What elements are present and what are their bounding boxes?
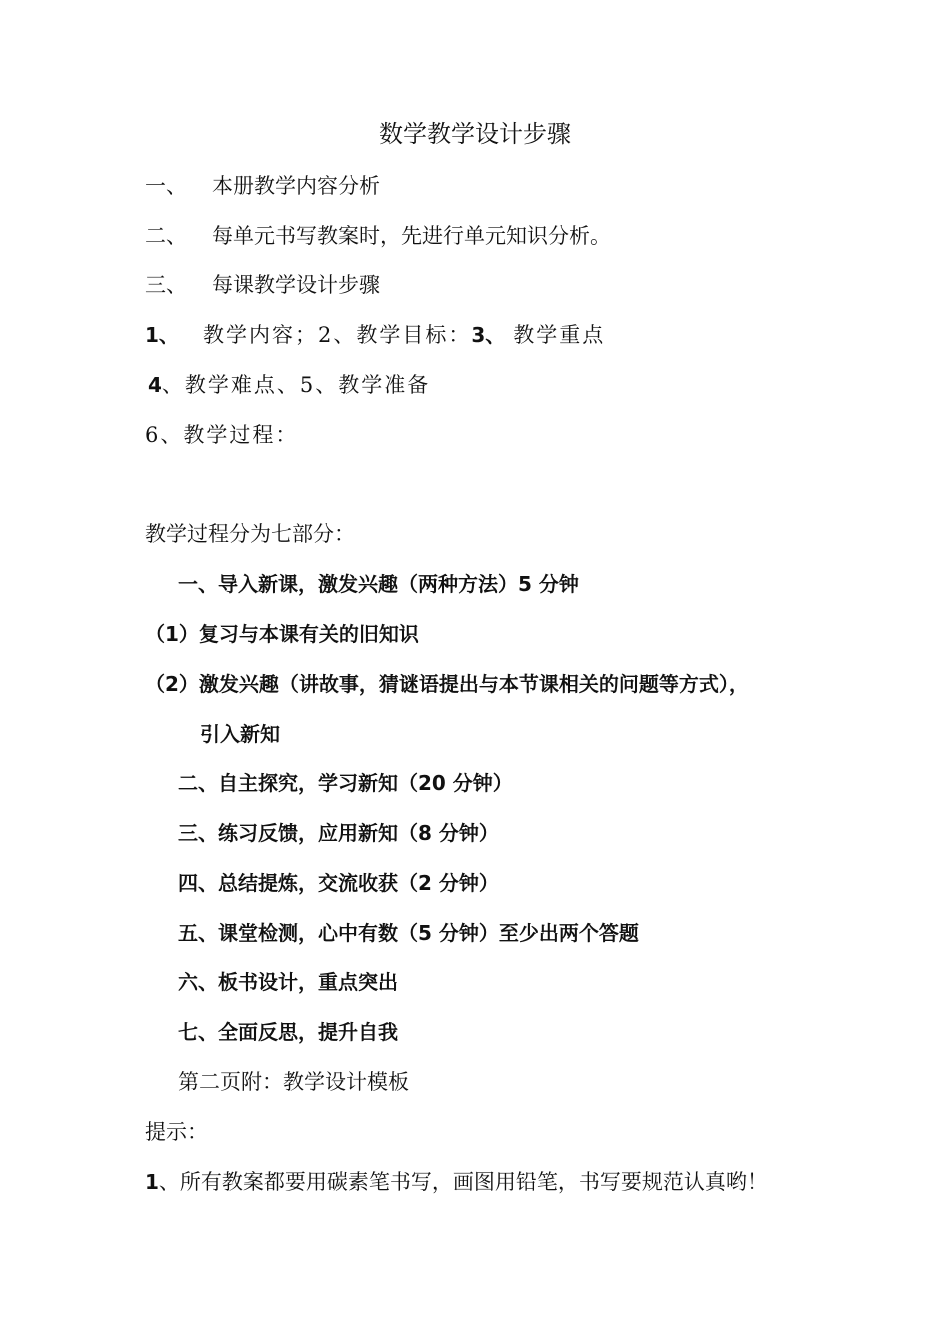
step-3-text: 教学重点 <box>513 323 606 347</box>
tips-label: 提示： <box>145 1120 208 1144</box>
step-3-number: 3、 <box>471 323 506 347</box>
process-intro: 教学过程分为七部分： <box>145 522 355 546</box>
process-part-7: 七、全面反思，提升自我 <box>178 1020 398 1044</box>
section-2-text: 每单元书写教案时，先进行单元知识分析。 <box>212 224 611 248</box>
step-1-2-text: 教学内容；2、教学目标： <box>203 323 472 347</box>
steps-row-3: 6、教学过程： <box>145 423 299 447</box>
section-2 <box>145 221 611 251</box>
section-3-number: 三、 <box>145 273 187 297</box>
section-3-text: 每课教学设计步骤 <box>212 273 380 297</box>
step-4-5-text: 、教学难点、5、教学准备 <box>161 373 431 397</box>
section-2-number: 二、 <box>145 224 187 248</box>
section-3 <box>145 270 380 300</box>
steps-row-1 <box>145 320 605 350</box>
process-part-1-sub-2-continued: 引入新知 <box>200 722 280 746</box>
process-part-4: 四、总结提炼，交流收获（2 分钟） <box>178 871 499 895</box>
section-1-text: 本册教学内容分析 <box>212 174 380 198</box>
step-4-number: 4 <box>148 373 162 397</box>
section-1 <box>145 171 380 201</box>
process-part-1: 一、导入新课，激发兴趣（两种方法）5 分钟 <box>178 572 579 596</box>
tip-1 <box>145 1167 768 1197</box>
process-part-1-sub-1: （1）复习与本课有关的旧知识 <box>145 622 419 646</box>
step-1-number: 1、 <box>145 323 179 347</box>
process-part-2: 二、自主探究，学习新知（20 分钟） <box>178 771 513 795</box>
section-1-number: 一、 <box>145 174 187 198</box>
process-part-5: 五、课堂检测，心中有数（5 分钟）至少出两个答题 <box>178 921 639 945</box>
document-title: 数学教学设计步骤 <box>379 120 571 148</box>
process-part-3: 三、练习反馈，应用新知（8 分钟） <box>178 821 499 845</box>
steps-row-2 <box>148 370 430 400</box>
process-part-1-sub-2: （2）激发兴趣（讲故事，猜谜语提出与本节课相关的问题等方式）， <box>145 672 749 696</box>
tip-1-number: 1 <box>145 1170 159 1194</box>
appendix-note: 第二页附：教学设计模板 <box>178 1070 409 1094</box>
tip-1-text: 、所有教案都要用碳素笔书写，画图用铅笔，书写要规范认真哟！ <box>158 1170 768 1194</box>
process-part-6: 六、板书设计，重点突出 <box>178 970 398 994</box>
